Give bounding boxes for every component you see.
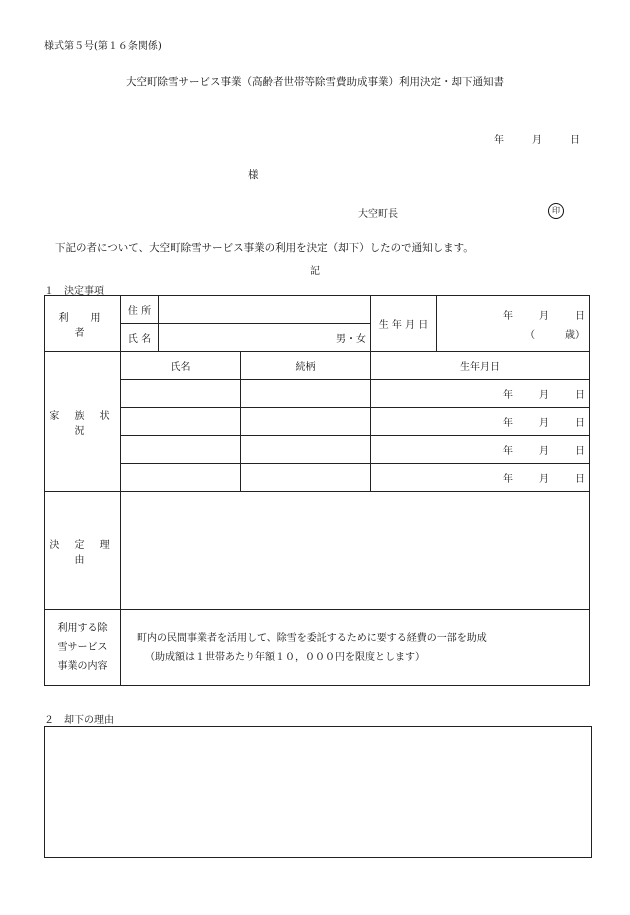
family-day: 日 — [575, 418, 585, 429]
family-relation-cell[interactable] — [241, 464, 371, 492]
family-name-cell[interactable] — [121, 464, 241, 492]
reason-label: 決 定 理 由 — [45, 492, 121, 610]
service-text-line1: 町内の民間事業者を活用して、除雪を委託するために要する経費の一部を助成 — [137, 632, 487, 644]
family-header-name: 氏名 — [121, 352, 241, 380]
reason-field[interactable] — [121, 492, 590, 610]
issue-date — [494, 131, 580, 146]
section2-heading: ２ 却下の理由 — [44, 715, 114, 726]
decision-table — [44, 295, 590, 686]
family-relation-cell[interactable] — [241, 380, 371, 408]
address-label: 住 所 — [121, 296, 159, 324]
family-month: 月 — [539, 474, 549, 485]
section1-heading: １ 決定事項 — [44, 286, 104, 297]
rejection-reason-box[interactable] — [44, 726, 592, 858]
family-birth-cell[interactable] — [371, 464, 590, 492]
date-year: 年 — [494, 135, 504, 146]
ki-marker: 記 — [310, 266, 320, 277]
family-name-cell[interactable] — [121, 408, 241, 436]
family-year: 年 — [503, 418, 513, 429]
family-birth-cell[interactable] — [371, 380, 590, 408]
family-year: 年 — [503, 390, 513, 401]
service-content — [121, 610, 590, 686]
address-field[interactable] — [159, 296, 371, 324]
birth-year: 年 — [503, 310, 513, 322]
family-birth-cell[interactable] — [371, 436, 590, 464]
family-header-birth: 生年月日 — [371, 352, 590, 380]
notice-text: 下記の者について、大空町除雪サービス事業の利用を決定（却下）したので通知します。 — [55, 242, 474, 254]
family-header-relation: 続柄 — [241, 352, 371, 380]
date-month: 月 — [532, 135, 542, 146]
name-field[interactable] — [159, 324, 371, 352]
family-year: 年 — [503, 446, 513, 457]
family-month: 月 — [539, 390, 549, 401]
birth-field[interactable] — [437, 296, 590, 352]
family-name-cell[interactable] — [121, 380, 241, 408]
service-label — [45, 610, 121, 686]
family-year: 年 — [503, 474, 513, 485]
family-birth-cell[interactable] — [371, 408, 590, 436]
family-day: 日 — [575, 390, 585, 401]
date-day: 日 — [570, 135, 580, 146]
addressee-honorific: 様 — [248, 169, 259, 181]
birth-label: 生 年 月 日 — [371, 296, 437, 352]
family-label: 家 族 状 況 — [45, 352, 121, 492]
family-month: 月 — [539, 446, 549, 457]
seal-stamp: 印 — [548, 203, 564, 219]
family-day: 日 — [575, 446, 585, 457]
service-text-line2: （助成額は１世帯あたり年額１０，０００円を限度とします） — [145, 651, 425, 663]
gender-options[interactable]: 男・女 — [336, 334, 366, 345]
service-label-line2: 雪サービス — [57, 642, 108, 653]
user-label: 利 用 者 — [45, 296, 121, 352]
age-field — [441, 326, 585, 341]
document-title: 大空町除雪サービス事業（高齢者世帯等除雪費助成事業）利用決定・却下通知書 — [126, 76, 504, 88]
family-relation-cell[interactable] — [241, 408, 371, 436]
family-day: 日 — [575, 474, 585, 485]
birth-day: 日 — [575, 310, 585, 322]
service-label-line3: 事業の内容 — [57, 661, 108, 672]
family-relation-cell[interactable] — [241, 436, 371, 464]
issuer-mayor: 大空町長 — [358, 209, 398, 220]
name-label: 氏 名 — [121, 324, 159, 352]
service-label-line1: 利用する除 — [57, 623, 108, 634]
family-name-cell[interactable] — [121, 436, 241, 464]
age-close: 歳） — [565, 329, 585, 341]
age-open: （ — [525, 329, 535, 341]
family-month: 月 — [539, 418, 549, 429]
form-number: 様式第５号(第１６条関係) — [44, 41, 162, 52]
birth-ymd — [441, 307, 585, 322]
birth-month: 月 — [539, 310, 549, 322]
